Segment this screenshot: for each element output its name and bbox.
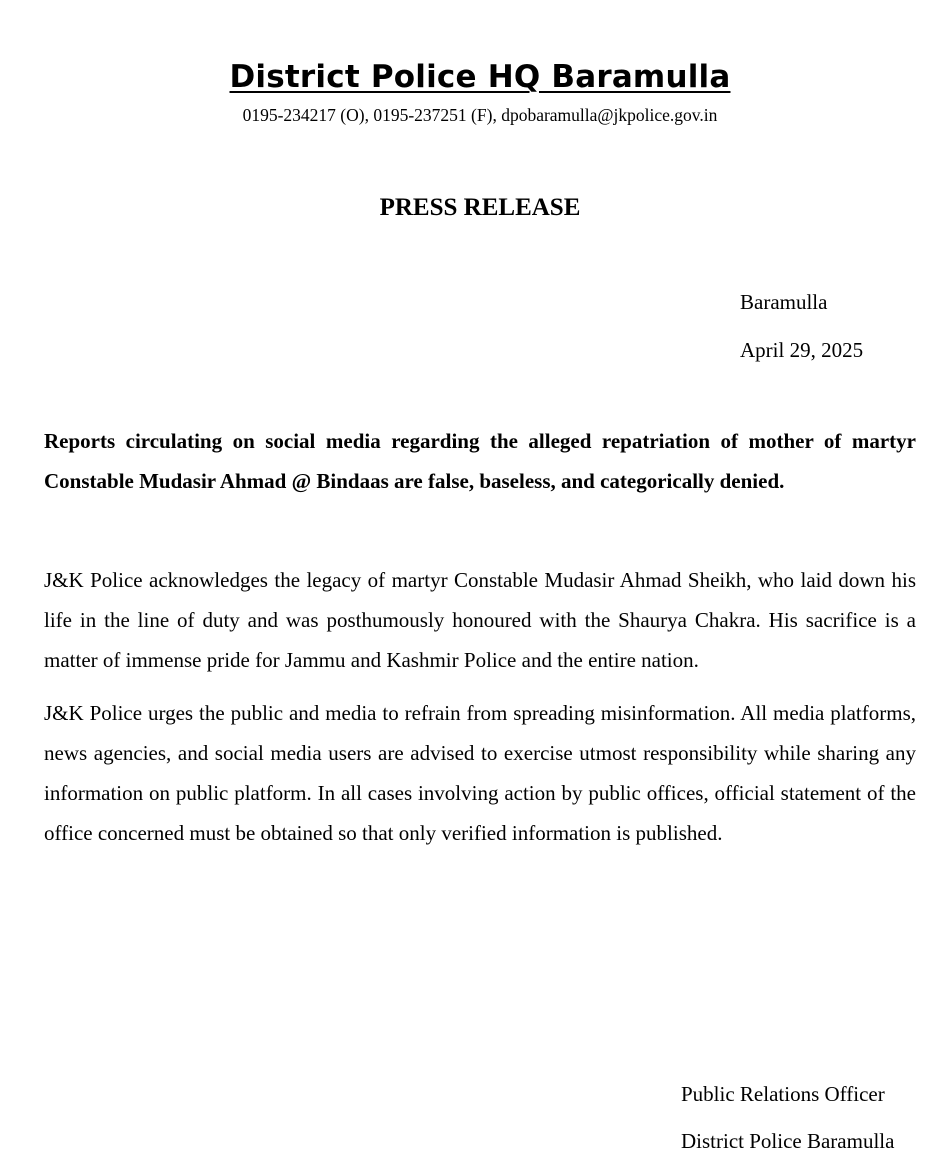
dateline-place: Baramulla: [740, 290, 828, 314]
body-paragraph-advisory: J&K Police urges the public and media to refrain from spreading misinformation. All media platforms, news agencies, and social media users are advised to exercise utmost responsibility while sharing any information on public platform. In all cases involving action by public offices, official statement of the office concerned must be obtained so that only verified information is published.: [44, 701, 916, 845]
letterhead-contact-line: 0195-234217 (O), 0195-237251 (F), dpobaramulla@jkpolice.gov.in: [242, 105, 718, 125]
letterhead-title: District Police HQ Baramulla: [229, 59, 731, 95]
body-paragraph-legacy: J&K Police acknowledges the legacy of martyr Constable Mudasir Ahmad Sheikh, who laid down his life in the line of duty and was posthumously honoured with the Shaurya Chakra. His sacrifice is a matter of immense pride for Jammu and Kashmir Police and the entire nation.: [44, 568, 916, 672]
dateline-date: April 29, 2025: [740, 338, 864, 362]
lead-paragraph: Reports circulating on social media regarding the alleged repatriation of mother of martyr Constable Mudasir Ahmad @ Bindaas are false, baseless, and categorically denied.: [44, 429, 916, 493]
document-type-heading: PRESS RELEASE: [379, 194, 581, 221]
signatory-title: Public Relations Officer: [681, 1082, 885, 1106]
signatory-office: District Police Baramulla: [681, 1129, 895, 1153]
